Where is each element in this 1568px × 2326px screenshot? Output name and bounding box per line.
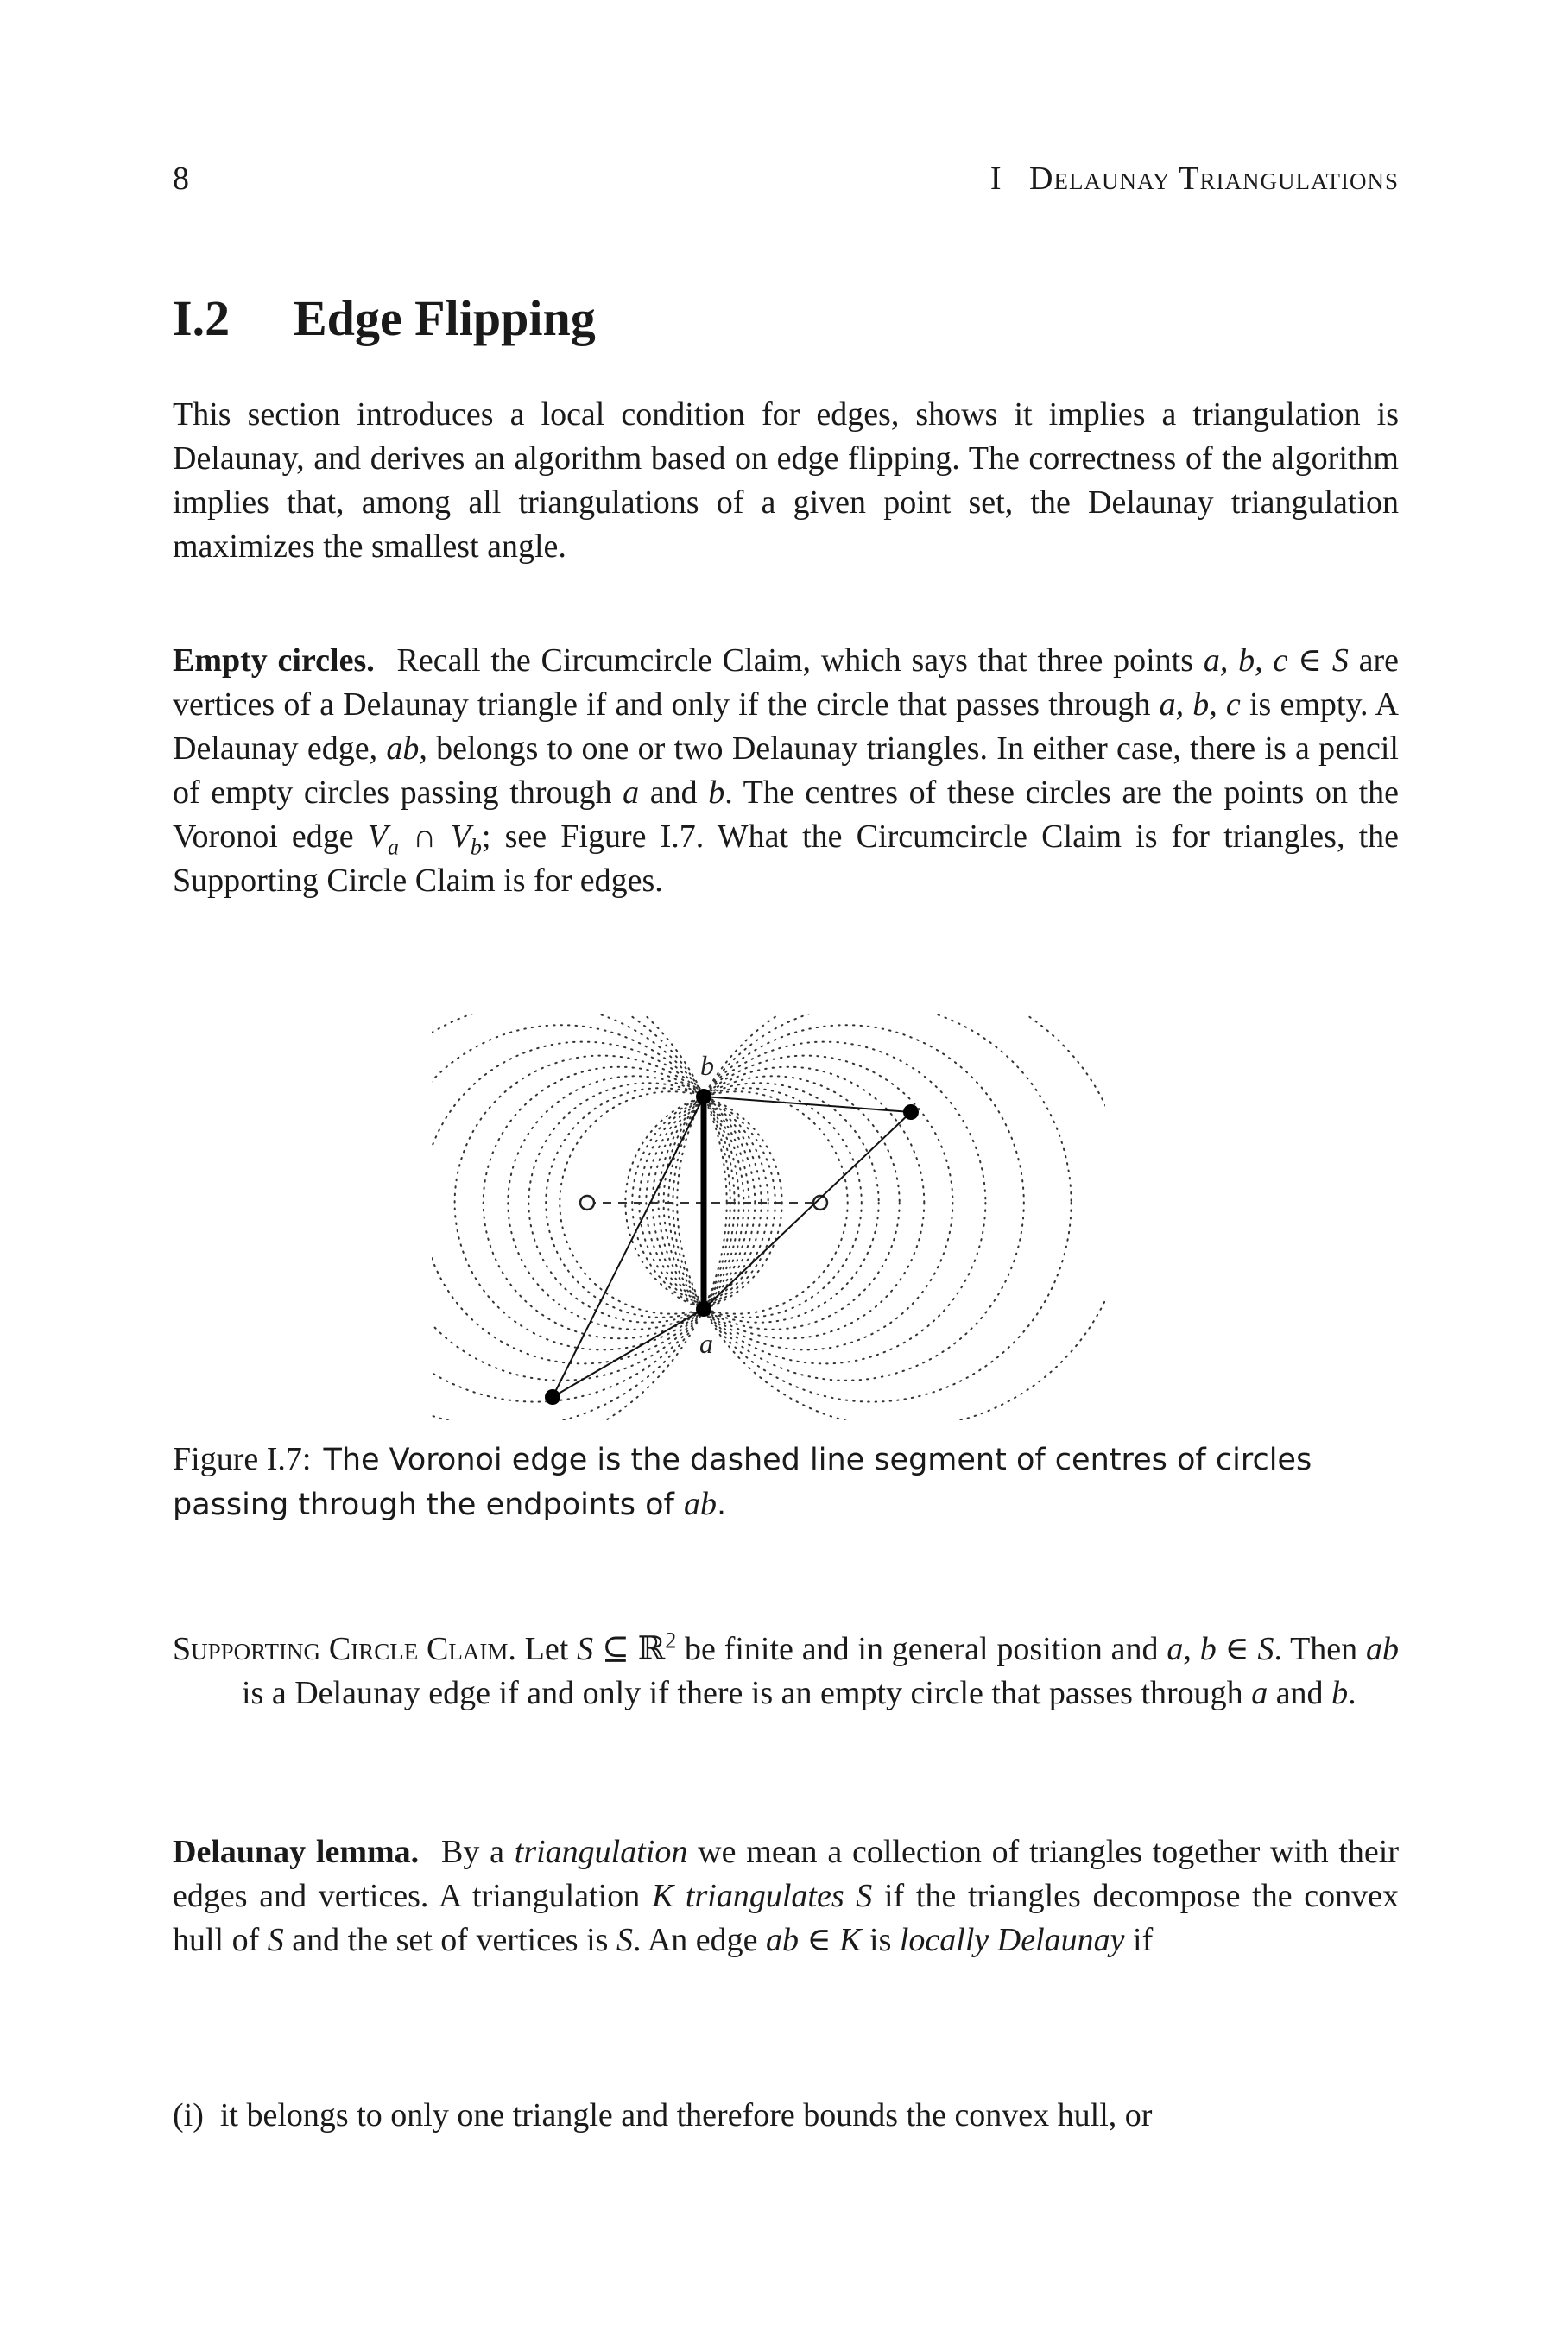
emphasis-run: triangulation bbox=[514, 1834, 688, 1870]
section-heading bbox=[173, 289, 596, 347]
vertex-left bbox=[545, 1389, 560, 1405]
text-run: . bbox=[1348, 1675, 1356, 1711]
vertex-right bbox=[903, 1104, 919, 1120]
math-run: S bbox=[577, 1631, 594, 1667]
triangle-edge-b-left bbox=[553, 1097, 704, 1397]
intro-paragraph: This section introduces a local condition for edges, shows it implies a triangulation is Delaunay, and derives an algorithm based on edge flipping. The correctness of the algorithm implies that, among all triangulations of a given point set, the Delaunay triangulation maximizes the smallest angle. bbox=[173, 396, 1399, 565]
text-run: . Then bbox=[1274, 1631, 1366, 1667]
math-superscript: 2 bbox=[665, 1628, 677, 1653]
caption-label: Figure I.7: bbox=[173, 1441, 312, 1477]
text-run: . bbox=[717, 1488, 727, 1522]
page-number: 8 bbox=[173, 161, 189, 197]
pencil-circle bbox=[673, 1014, 1071, 1402]
math-run: a, b, c ∈ S bbox=[1203, 642, 1349, 679]
caption-text bbox=[173, 1443, 1312, 1522]
text-run: Recall the Circumcircle Claim, which says that three points bbox=[396, 642, 1194, 679]
text-run: , belongs to one or two Delaunay triangles. In either case, there is a pencil of empty circles passing through bbox=[173, 730, 1399, 811]
math-run: S bbox=[616, 1922, 633, 1958]
text-run: The Voronoi edge is the dashed line segment of centres of circles passing through the endpoints of bbox=[173, 1443, 1312, 1522]
pencil-circle bbox=[677, 1014, 1105, 1420]
math-run: a bbox=[623, 774, 640, 811]
empty-circles-block bbox=[173, 639, 1399, 903]
text-run: we mean a collection of triangles together with their edges and vertices. A triangulation bbox=[173, 1834, 1400, 1914]
empty-circles-paragraph bbox=[173, 639, 1399, 903]
text-run: . An edge bbox=[632, 1922, 767, 1958]
text-run: is a Delaunay edge if and only if there is an empty circle that passes through bbox=[242, 1675, 1252, 1711]
intro-paragraph-block bbox=[173, 393, 1399, 569]
text-run: if bbox=[1124, 1922, 1154, 1958]
text-run: ; see Figure I.7. What the Circumcircle Claim is for triangles, the Supporting Circle Claim is for edges. bbox=[173, 819, 1399, 899]
supporting-circle-claim bbox=[173, 1628, 1399, 1716]
vertex-a bbox=[696, 1301, 711, 1317]
claim-paragraph bbox=[173, 1628, 1399, 1716]
math-run: S bbox=[856, 1878, 873, 1914]
text-run: is empty. A Delaunay edge, bbox=[173, 686, 1399, 767]
math-run: S bbox=[267, 1922, 284, 1958]
text-run: are vertices of a Delaunay triangle if and only if the circle that passes through bbox=[173, 642, 1400, 723]
delaunay-lemma-paragraph bbox=[173, 1830, 1399, 1963]
text-run: . The centres of these circles are the points on the Voronoi edge bbox=[173, 774, 1399, 855]
voronoi-endpoint-left bbox=[580, 1196, 594, 1210]
list-text: it belongs to only one triangle and therefore bounds the convex hull, or bbox=[219, 2097, 1153, 2133]
empty-circles-heading: Empty circles. bbox=[173, 642, 375, 679]
math-run: ab ∈ K bbox=[766, 1922, 862, 1958]
label-a: a bbox=[699, 1328, 713, 1359]
math-run: ab bbox=[1366, 1631, 1399, 1667]
chapter-title: Delaunay Triangulations bbox=[1029, 161, 1399, 197]
figure-voronoi-edge bbox=[432, 1014, 1105, 1420]
math-run: ab bbox=[386, 730, 420, 767]
emphasis-run: triangulates bbox=[673, 1878, 857, 1914]
text-run: is bbox=[861, 1922, 900, 1958]
math-run: K bbox=[651, 1878, 674, 1914]
claim-name: Supporting Circle Claim. bbox=[173, 1631, 516, 1667]
pencil-of-circles bbox=[432, 1014, 1105, 1420]
running-head bbox=[173, 160, 1399, 203]
section-title: Edge Flipping bbox=[294, 290, 596, 346]
math-run: V bbox=[367, 819, 388, 855]
text-run: By a bbox=[440, 1834, 515, 1870]
math-run: b bbox=[708, 774, 725, 811]
delaunay-lemma-heading: Delaunay lemma. bbox=[173, 1834, 420, 1870]
text-run: and bbox=[1268, 1675, 1332, 1711]
text-run: and bbox=[639, 774, 709, 811]
part-roman: I bbox=[989, 161, 1002, 197]
label-b: b bbox=[700, 1050, 714, 1081]
delaunay-lemma-block bbox=[173, 1830, 1399, 1963]
section-number: I.2 bbox=[173, 290, 231, 346]
text-run: Let bbox=[515, 1631, 578, 1667]
list-marker: (i) bbox=[173, 2097, 204, 2133]
math-subscript: a bbox=[387, 834, 399, 860]
vertex-b bbox=[696, 1089, 711, 1104]
triangle-edge-b-right bbox=[704, 1097, 911, 1112]
text-run: if the triangles decompose the convex hull of bbox=[173, 1878, 1399, 1958]
math-subscript: b bbox=[470, 834, 482, 860]
math-run: a, b ∈ S bbox=[1167, 1631, 1274, 1667]
text-run: be finite and in general position and bbox=[676, 1631, 1167, 1667]
math-operator: ∩ bbox=[398, 819, 451, 855]
text-run: and the set of vertices is bbox=[283, 1922, 616, 1958]
emphasis-run: locally Delaunay bbox=[899, 1922, 1125, 1958]
math-operator: ⊆ bbox=[593, 1631, 638, 1667]
running-title bbox=[990, 160, 1399, 198]
page bbox=[173, 0, 1399, 2326]
math-run: ab bbox=[684, 1486, 718, 1522]
math-run: a, b, c bbox=[1159, 686, 1241, 723]
list-item bbox=[173, 2094, 1468, 2138]
figure-diagram bbox=[432, 1014, 1105, 1420]
math-run: V bbox=[450, 819, 471, 855]
math-run: b bbox=[1331, 1675, 1349, 1711]
math-run: ℝ bbox=[637, 1631, 666, 1667]
math-run: a bbox=[1251, 1675, 1268, 1711]
figure-caption bbox=[173, 1438, 1399, 1527]
